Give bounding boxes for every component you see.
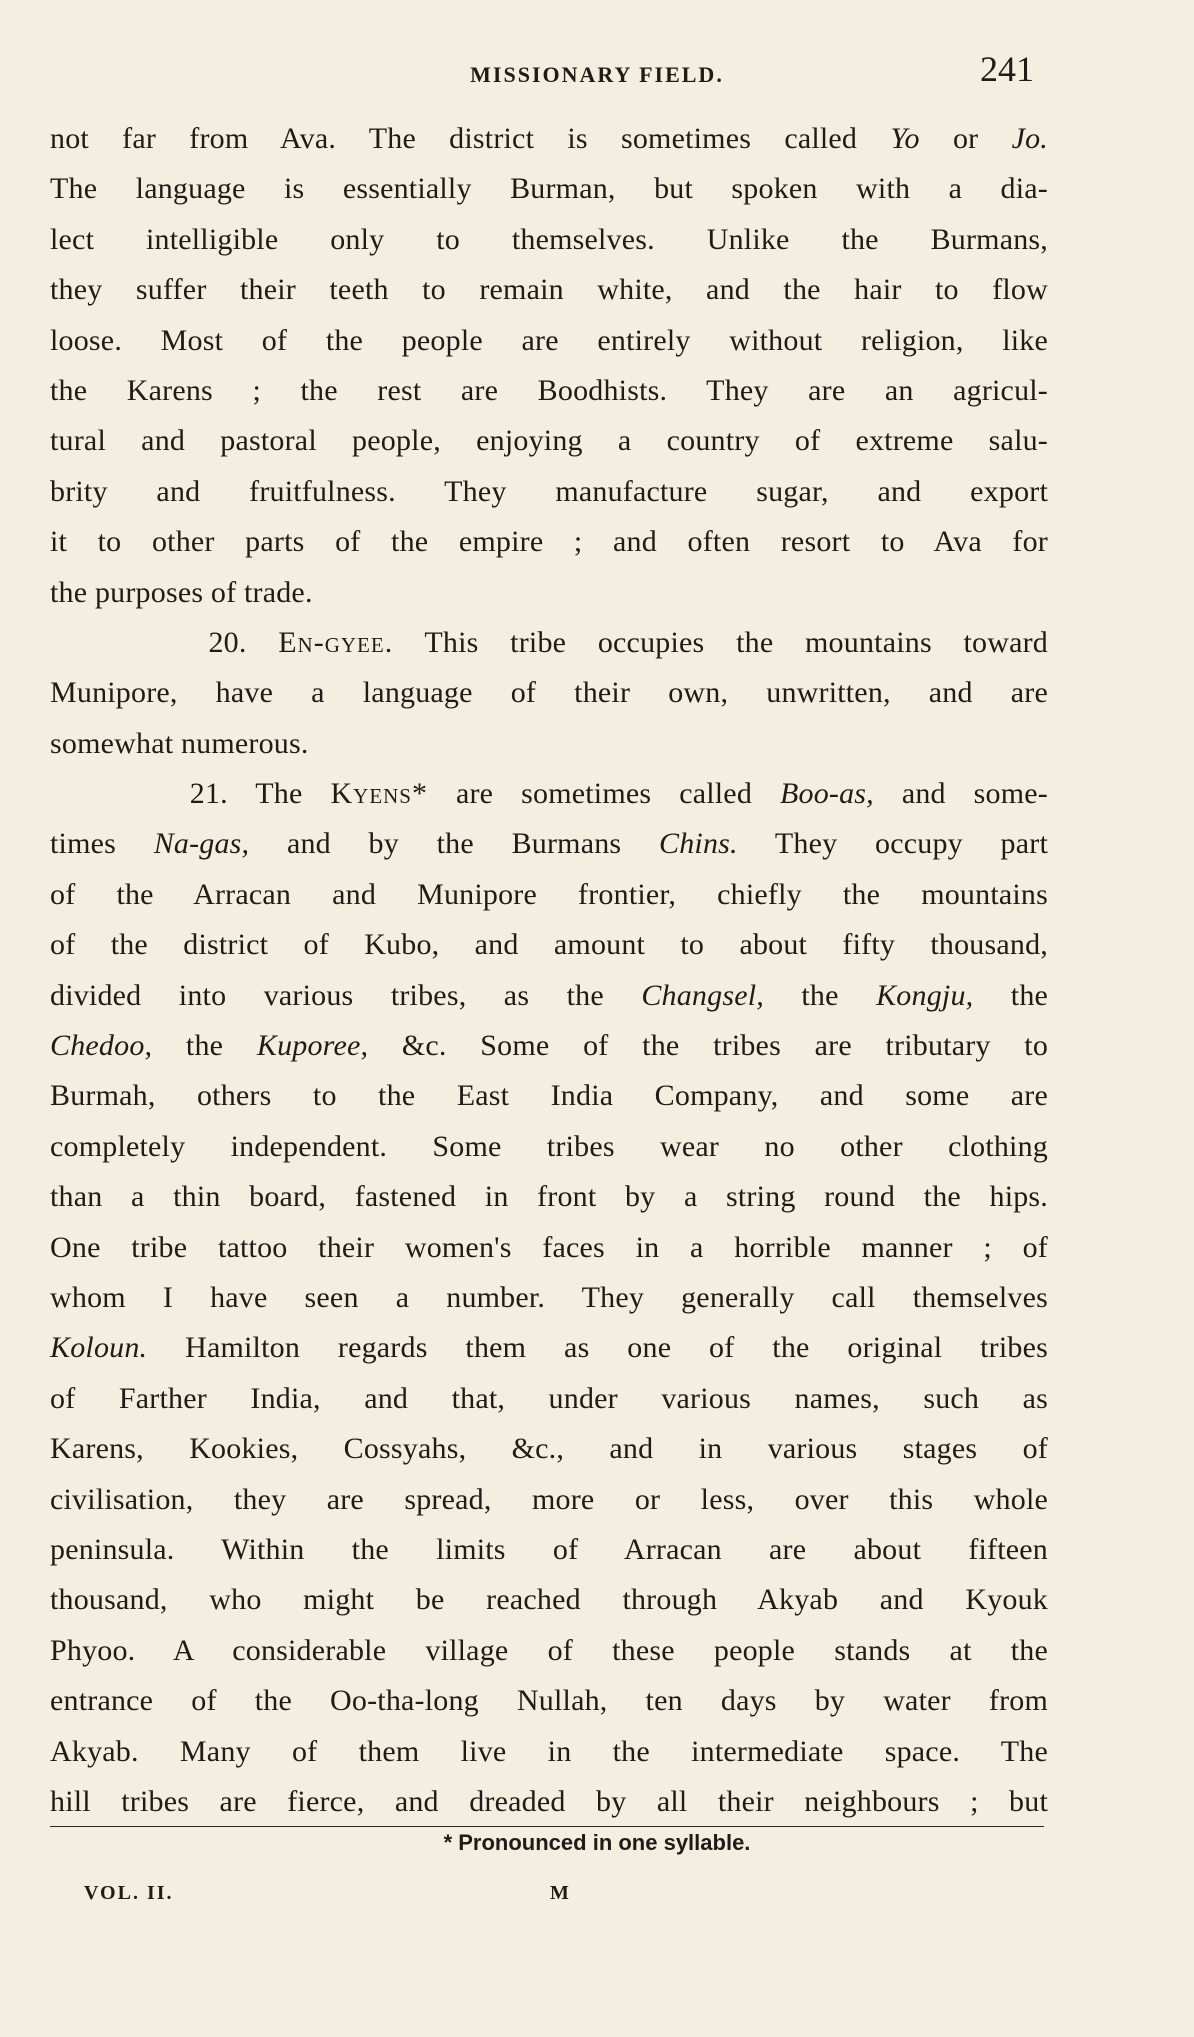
text-line: it to other parts of the empire ; and often resort to Ava for (50, 525, 1048, 559)
body-text (50, 114, 1048, 1827)
text-line: the Karens ; the rest are Boodhists. They are an agricul- (50, 373, 1048, 407)
footnote: * Pronounced in one syllable. (443, 1830, 751, 1855)
volume-signature: VOL. II. (84, 1882, 174, 1904)
text-line: completely independent. Some tribes wear no other clothing (50, 1129, 1048, 1163)
text-line: thousand, who might be reached through Akyab and Kyouk (50, 1583, 1048, 1617)
running-header: MISSIONARY FIELD. (470, 62, 724, 87)
footnote-rule (50, 1826, 1044, 1827)
text-line: Munipore, have a language of their own, unwritten, and are (50, 676, 1048, 710)
text-line: times Na-gas, and by the Burmans Chins. They occupy part (50, 827, 1048, 861)
text-line: hill tribes are fierce, and dreaded by all their neighbours ; but (50, 1784, 1048, 1818)
text-line: Akyab. Many of them live in the intermediate space. The (50, 1734, 1048, 1768)
text-line: divided into various tribes, as the Changsel, the Kongju, the (50, 978, 1049, 1012)
text-line: entrance of the Oo-tha-long Nullah, ten days by water from (50, 1684, 1048, 1718)
text-line: 21. The Kyens* are sometimes called Boo-as, and some- (189, 777, 1048, 811)
page-number: 241 (980, 49, 1034, 89)
text-line: not far from Ava. The district is sometimes called Yo or Jo. (50, 122, 1048, 155)
text-line: One tribe tattoo their women's faces in a horrible manner ; of (50, 1230, 1048, 1264)
text-line: of the district of Kubo, and amount to about fifty thousand, (50, 928, 1048, 962)
text-line: tural and pastoral people, enjoying a country of extreme salu- (50, 424, 1048, 458)
text-line: civilisation, they are spread, more or less, over this whole (50, 1482, 1048, 1516)
text-line: peninsula. Within the limits of Arracan are about fifteen (50, 1532, 1048, 1566)
text-line: of Farther India, and that, under various names, such as (50, 1381, 1048, 1415)
text-line: Chedoo, the Kuporee, &c. Some of the tribes are tributary to (50, 1029, 1049, 1063)
text-line: of the Arracan and Munipore frontier, chiefly the mountains (50, 877, 1048, 911)
text-line: The language is essentially Burman, but spoken with a dia- (50, 172, 1048, 206)
text-line: somewhat numerous. (50, 726, 309, 760)
text-line: loose. Most of the people are entirely without religion, like (50, 323, 1048, 357)
text-line: they suffer their teeth to remain white, and the hair to flow (50, 273, 1048, 307)
text-line: Phyoo. A considerable village of these people stands at the (50, 1633, 1048, 1667)
text-line: the purposes of trade. (50, 575, 313, 609)
text-line: whom I have seen a number. They generally call themselves (50, 1280, 1048, 1314)
text-line: lect intelligible only to themselves. Unlike the Burmans, (50, 222, 1048, 256)
text-line: Burmah, others to the East India Company, and some are (50, 1079, 1048, 1113)
text-line: than a thin board, fastened in front by a string round the hips. (50, 1180, 1048, 1214)
text-line: Koloun. Hamilton regards them as one of the original tribes (50, 1331, 1049, 1365)
text-line: 20. En-gyee. This tribe occupies the mountains toward (208, 625, 1049, 659)
signature-mark: M (550, 1882, 569, 1904)
text-line: Karens, Kookies, Cossyahs, &c., and in various stages of (50, 1432, 1048, 1466)
text-line: brity and fruitfulness. They manufacture sugar, and export (50, 474, 1048, 508)
